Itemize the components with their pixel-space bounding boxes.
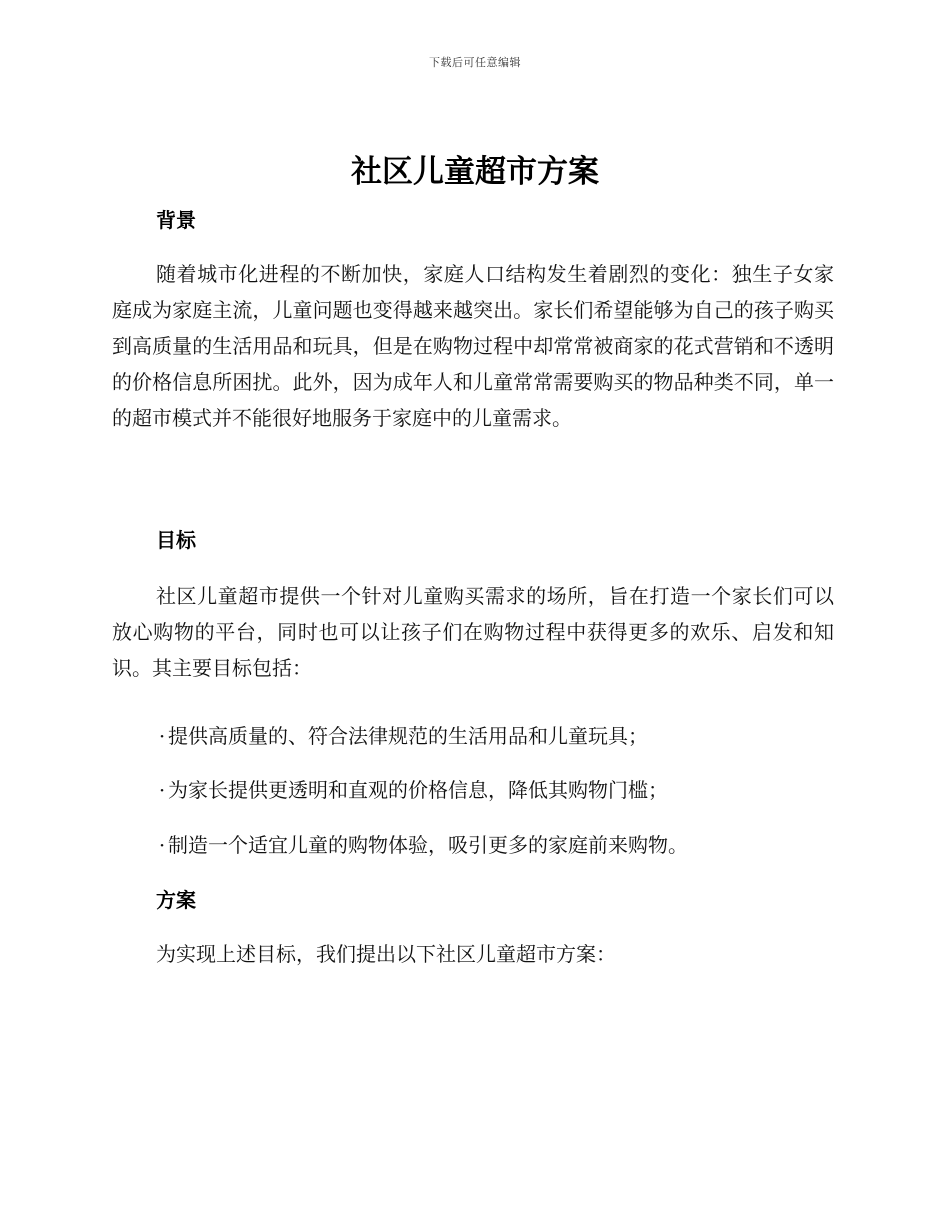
list-item: [156, 722, 836, 750]
bullet-marker: ·: [158, 778, 166, 802]
plan-paragraph: 为实现上述目标，我们提出以下社区儿童超市方案：: [156, 942, 616, 966]
bullet-text: 制造一个适宜儿童的购物体验，吸引更多的家庭前来购物。: [168, 833, 688, 857]
document-title: 社区儿童超市方案: [351, 154, 599, 190]
header-note: 下载后可任意编辑: [429, 56, 521, 69]
goals-paragraph: 社区儿童超市提供一个针对儿童购买需求的场所，旨在打造一个家长们可以放心购物的平台，同时也可以让孩子们在购物过程中获得更多的欢乐、启发和知识。其主要目标包括：: [112, 584, 834, 680]
bullet-marker: ·: [158, 724, 166, 748]
bullet-text: 为家长提供更透明和直观的价格信息，降低其购物门槛；: [168, 778, 668, 802]
list-item: [156, 776, 836, 804]
bullet-text: 提供高质量的、符合法律规范的生活用品和儿童玩具；: [168, 724, 648, 748]
background-paragraph: 随着城市化进程的不断加快，家庭人口结构发生着剧烈的变化：独生子女家庭成为家庭主流，儿童问题也变得越来越突出。家长们希望能够为自己的孩子购买到高质量的生活用品和玩具，但是在购物过程中却常常被商家的花式营销和不透明的价格信息所困扰。此外，因为成年人和儿童常常需要购买的物品种类不同，单一的超市模式并不能很好地服务于家庭中的儿童需求。: [112, 262, 834, 430]
list-item: [156, 831, 836, 859]
section-heading-background: 背景: [156, 208, 196, 232]
section-heading-plan: 方案: [156, 888, 196, 912]
section-heading-goals: 目标: [156, 528, 196, 552]
bullet-marker: ·: [158, 833, 166, 857]
